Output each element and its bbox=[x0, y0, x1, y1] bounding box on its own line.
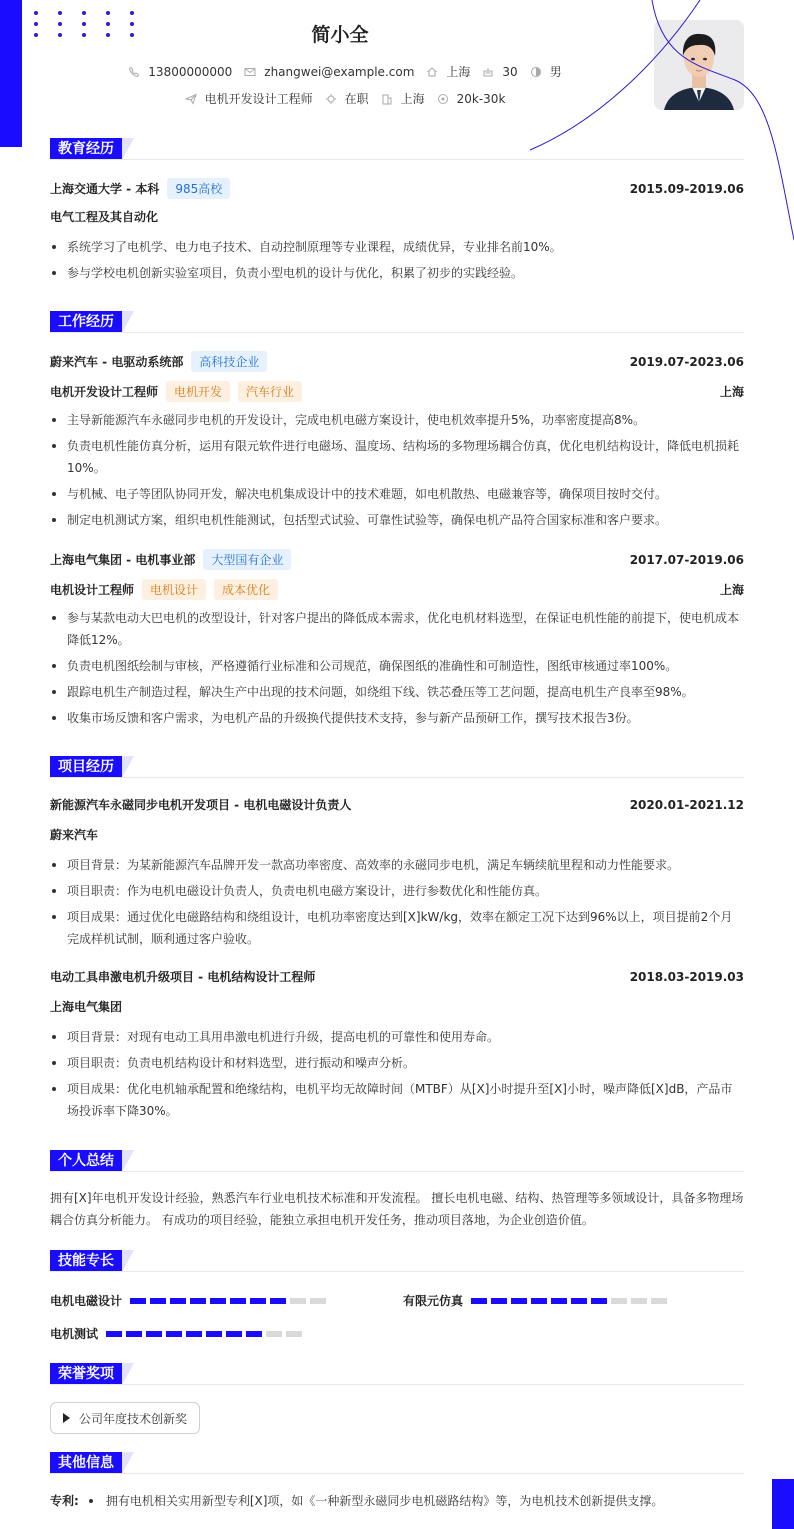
corner-accent-block bbox=[772, 1479, 794, 1529]
phone-text: 13800000000 bbox=[148, 64, 233, 79]
section-divider bbox=[50, 1271, 744, 1272]
work-role-row bbox=[50, 579, 744, 600]
project-org: 蔚来汽车 bbox=[50, 828, 99, 842]
project-name: 电动工具串激电机升级项目 - 电机结构设计工程师 bbox=[50, 970, 316, 984]
status-text: 在职 bbox=[344, 92, 369, 106]
section-summary bbox=[50, 1150, 134, 1172]
section-work bbox=[50, 311, 134, 333]
major-row bbox=[50, 208, 744, 225]
section-other bbox=[50, 1452, 134, 1474]
skill-level-segment bbox=[591, 1298, 607, 1304]
skill-item bbox=[403, 1292, 671, 1309]
candidate-name: 简小全 bbox=[311, 24, 369, 46]
skill-level-segment bbox=[126, 1331, 142, 1337]
role-name: 电机设计工程师 bbox=[50, 583, 135, 597]
work-period: 2019.07-2023.06 bbox=[629, 354, 744, 369]
skill-level-segment bbox=[290, 1298, 306, 1304]
project-bullets bbox=[50, 1026, 744, 1126]
skill-level-segment bbox=[511, 1298, 527, 1304]
skill-name: 电机电磁设计 bbox=[50, 1294, 123, 1308]
skill-level-segment bbox=[471, 1298, 487, 1304]
age-text: 30 bbox=[502, 64, 518, 79]
skill-level-segment bbox=[226, 1331, 242, 1337]
section-education bbox=[50, 138, 134, 160]
work-bullets bbox=[50, 409, 744, 535]
list-item: 主导新能源汽车永磁同步电机的开发设计，完成电机电磁方案设计，使电机效率提升5%，功率密度提高8%。 bbox=[50, 409, 744, 431]
home-icon bbox=[426, 66, 438, 78]
skill-level-segment bbox=[270, 1298, 286, 1304]
skill-level-segment bbox=[106, 1331, 122, 1337]
skill-level-segment bbox=[571, 1298, 587, 1304]
skill-level-bar bbox=[106, 1331, 306, 1337]
role-tag: 成本优化 bbox=[214, 579, 278, 600]
list-item: 项目职责：负责电机结构设计和材料选型，进行振动和噪声分析。 bbox=[50, 1052, 744, 1074]
section-divider bbox=[50, 1171, 744, 1172]
skill-name: 电机测试 bbox=[50, 1327, 99, 1341]
list-item: 项目成果：优化电机轴承配置和绝缘结构，电机平均无故障时间（MTBF）从[X]小时提升至[X]小时，噪声降低[X]dB，产品市场投诉率下降30%。 bbox=[50, 1078, 744, 1122]
skill-level-segment bbox=[246, 1331, 262, 1337]
skill-level-segment bbox=[250, 1298, 266, 1304]
award-name: 公司年度技术创新奖 bbox=[79, 1411, 188, 1426]
phone-icon bbox=[128, 66, 140, 78]
project-name: 新能源汽车永磁同步电机开发项目 - 电机电磁设计负责人 bbox=[50, 798, 352, 812]
skill-level-segment bbox=[310, 1298, 326, 1304]
skill-level-segment bbox=[166, 1331, 182, 1337]
gender-icon bbox=[530, 66, 542, 78]
play-icon bbox=[63, 1413, 70, 1423]
role-name: 电机开发设计工程师 bbox=[50, 385, 159, 399]
job-intent-row bbox=[0, 90, 690, 107]
company-name: 上海电气集团 - 电机事业部 bbox=[50, 553, 196, 567]
skill-level-bar bbox=[130, 1298, 330, 1304]
company-tag: 高科技企业 bbox=[191, 351, 267, 372]
skill-level-segment bbox=[651, 1298, 667, 1304]
status-icon bbox=[325, 93, 337, 105]
work-company-row bbox=[50, 351, 744, 372]
work-bullets bbox=[50, 607, 744, 733]
section-divider bbox=[50, 332, 744, 333]
school-name: 上海交通大学 - 本科 bbox=[50, 182, 160, 196]
section-divider bbox=[50, 777, 744, 778]
list-item: 制定电机测试方案，组织电机性能测试，包括型式试验、可靠性试验等，确保电机产品符合国家标准和客户要求。 bbox=[50, 509, 744, 531]
skill-level-segment bbox=[146, 1331, 162, 1337]
building-icon bbox=[381, 93, 393, 105]
other-key: 专利: bbox=[50, 1494, 79, 1508]
list-item: 负责电机图纸绘制与审核，严格遵循行业标准和公司规范，确保图纸的准确性和可制造性，图纸审核通过率100%。 bbox=[50, 655, 744, 677]
section-project bbox=[50, 756, 134, 778]
major-name: 电气工程及其自动化 bbox=[50, 210, 159, 224]
skill-level-segment bbox=[551, 1298, 567, 1304]
work-location: 上海 bbox=[719, 385, 744, 399]
project-row bbox=[50, 796, 744, 813]
avatar bbox=[654, 20, 744, 110]
project-period: 2020.01-2021.12 bbox=[629, 797, 744, 812]
skill-level-segment bbox=[150, 1298, 166, 1304]
job-item bbox=[185, 90, 313, 107]
list-item: 参与某款电动大巴电机的改型设计，针对客户提出的降低成本需求，优化电机材料选型，在保证电机性能的前提下，使电机成本降低12%。 bbox=[50, 607, 744, 651]
project-org: 上海电气集团 bbox=[50, 1000, 123, 1014]
section-skills-label: 技能专长 bbox=[50, 1250, 122, 1272]
skill-level-segment bbox=[190, 1298, 206, 1304]
skill-level-segment bbox=[230, 1298, 246, 1304]
role-tag: 电机设计 bbox=[142, 579, 206, 600]
section-other-label: 其他信息 bbox=[50, 1452, 122, 1474]
section-skills bbox=[50, 1250, 134, 1272]
project-org-row bbox=[50, 998, 744, 1015]
work-location: 上海 bbox=[719, 583, 744, 597]
project-row bbox=[50, 968, 744, 985]
section-summary-label: 个人总结 bbox=[50, 1150, 122, 1172]
salary-item bbox=[437, 92, 506, 106]
award-item[interactable] bbox=[50, 1402, 200, 1434]
project-period: 2018.03-2019.03 bbox=[629, 969, 744, 984]
mail-icon bbox=[244, 66, 256, 78]
work-role-row bbox=[50, 381, 744, 402]
list-item: 与机械、电子等团队协同开发，解决电机集成设计中的技术难题，如电机散热、电磁兼容等，确保项目按时交付。 bbox=[50, 483, 744, 505]
skill-name: 有限元仿真 bbox=[403, 1294, 464, 1308]
work-period: 2017.07-2019.06 bbox=[629, 552, 744, 567]
summary-text: 拥有[X]年电机开发设计经验，熟悉汽车行业电机技术标准和开发流程。 擅长电机电磁、结构、热管理等多领域设计，具备多物理场耦合仿真分析能力。 有成功的项目经验，能独立承担电机开发任务，推动项目落地，为企业创造价值。 bbox=[50, 1191, 744, 1227]
skill-level-segment bbox=[286, 1331, 302, 1337]
list-item: 负责电机性能仿真分析，运用有限元软件进行电磁场、温度场、结构场的多物理场耦合仿真，优化电机结构设计，降低电机损耗10%。 bbox=[50, 435, 744, 479]
list-item: 项目职责：作为电机电磁设计负责人，负责电机电磁方案设计，进行参数优化和性能仿真。 bbox=[50, 880, 744, 902]
send-icon bbox=[185, 93, 197, 105]
section-divider bbox=[50, 1384, 744, 1385]
list-item: 收集市场反馈和客户需求，为电机产品的升级换代提供技术支持，参与新产品预研工作，撰写技术报告3份。 bbox=[50, 707, 744, 729]
skill-level-segment bbox=[170, 1298, 186, 1304]
list-item: 项目背景：对现有电动工具用串激电机进行升级，提高电机的可靠性和使用寿命。 bbox=[50, 1026, 744, 1048]
skill-level-segment bbox=[206, 1331, 222, 1337]
skill-level-segment bbox=[631, 1298, 647, 1304]
section-awards bbox=[50, 1363, 134, 1385]
list-item: 项目成果：通过优化电磁路结构和绕组设计，电机功率密度达到[X]kW/kg，效率在额定工况下达到96%以上，项目提前2个月完成样机试制，顺利通过客户验收。 bbox=[50, 906, 744, 950]
gender-item bbox=[530, 63, 562, 80]
skill-level-segment bbox=[611, 1298, 627, 1304]
project-org-row bbox=[50, 826, 744, 843]
skill-level-segment bbox=[210, 1298, 226, 1304]
bullet-dot bbox=[89, 1499, 93, 1503]
skill-item bbox=[50, 1325, 306, 1342]
status-item bbox=[325, 90, 369, 107]
other-text: 拥有电机相关实用新型专利[X]项，如《一种新型永磁同步电机磁路结构》等，为电机技术创新提供支撑。 bbox=[105, 1494, 664, 1508]
list-item: 系统学习了电机学、电力电子技术、自动控制原理等专业课程，成绩优异，专业排名前10%。 bbox=[50, 236, 744, 258]
skill-level-segment bbox=[266, 1331, 282, 1337]
section-divider bbox=[50, 1473, 744, 1474]
job-text: 电机开发设计工程师 bbox=[204, 92, 313, 106]
list-item: 参与学校电机创新实验室项目，负责小型电机的设计与优化，积累了初步的实践经验。 bbox=[50, 262, 744, 284]
section-project-label: 项目经历 bbox=[50, 756, 122, 778]
expected-city-text: 上海 bbox=[400, 92, 425, 106]
list-item: 项目背景：为某新能源汽车品牌开发一款高功率密度、高效率的永磁同步电机，满足车辆续航里程和动力性能要求。 bbox=[50, 854, 744, 876]
skill-item bbox=[50, 1292, 330, 1309]
contact-row bbox=[0, 63, 690, 80]
company-name: 蔚来汽车 - 电驱动系统部 bbox=[50, 355, 184, 369]
work-company-row bbox=[50, 549, 744, 570]
expected-city-item bbox=[381, 90, 425, 107]
skill-level-segment bbox=[130, 1298, 146, 1304]
education-period: 2015.09-2019.06 bbox=[629, 181, 744, 196]
email-item bbox=[244, 65, 414, 79]
salary-icon bbox=[437, 93, 449, 105]
skill-level-segment bbox=[186, 1331, 202, 1337]
skill-level-segment bbox=[491, 1298, 507, 1304]
salary-text: 20k-30k bbox=[456, 91, 506, 106]
city-item bbox=[426, 63, 470, 80]
project-bullets bbox=[50, 854, 744, 954]
age-item bbox=[482, 65, 517, 79]
section-awards-label: 荣誉奖项 bbox=[50, 1363, 122, 1385]
gender-text: 男 bbox=[549, 65, 562, 79]
role-tag: 汽车行业 bbox=[238, 381, 302, 402]
skill-level-bar bbox=[471, 1298, 671, 1304]
school-tag: 985高校 bbox=[167, 178, 230, 199]
company-tag: 大型国有企业 bbox=[203, 549, 291, 570]
email-text: zhangwei@example.com bbox=[264, 64, 415, 79]
education-bullets bbox=[50, 236, 744, 288]
age-icon bbox=[482, 66, 494, 78]
skill-level-segment bbox=[531, 1298, 547, 1304]
role-tag: 电机开发 bbox=[166, 381, 230, 402]
education-row bbox=[50, 178, 744, 199]
phone-item bbox=[128, 65, 232, 79]
section-divider bbox=[50, 159, 744, 160]
city-text: 上海 bbox=[446, 65, 471, 79]
other-info-row bbox=[50, 1492, 663, 1509]
section-work-label: 工作经历 bbox=[50, 311, 122, 333]
section-education-label: 教育经历 bbox=[50, 138, 122, 160]
list-item: 跟踪电机生产制造过程，解决生产中出现的技术问题，如绕组下线、铁芯叠压等工艺问题，提高电机生产良率至98%。 bbox=[50, 681, 744, 703]
